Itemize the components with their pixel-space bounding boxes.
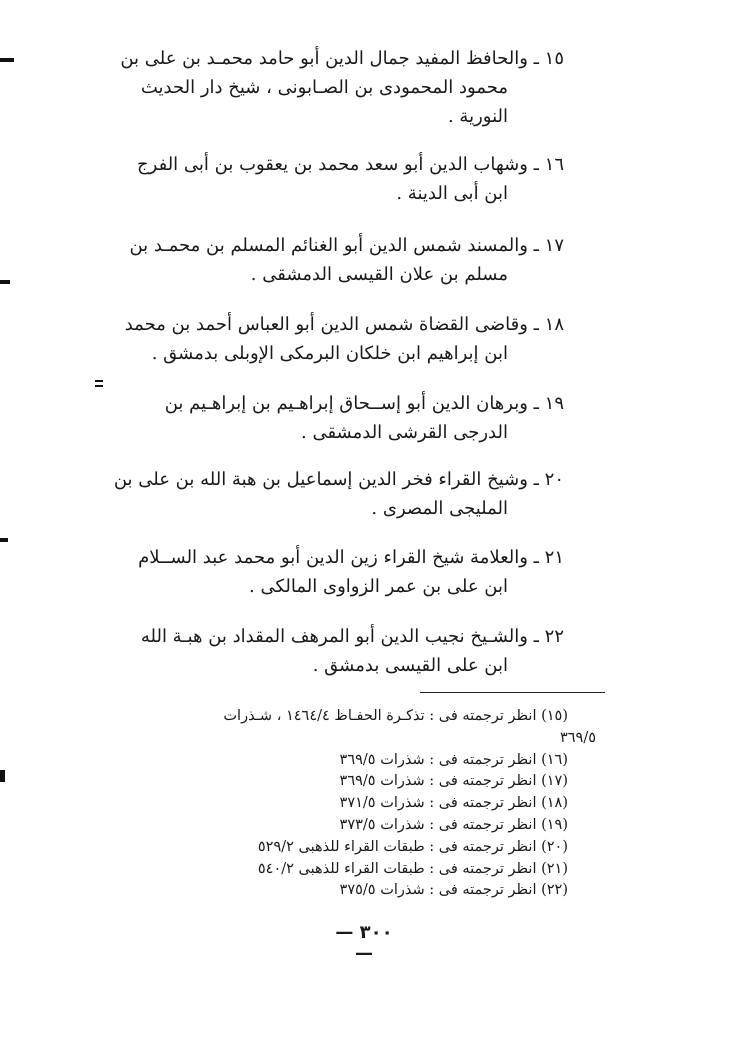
entry-line: ٢٢ ـ والشـيخ نجيب الدين أبو المرهف المقداد بن هبـة الله: [140, 626, 564, 647]
entry-15: [84, 44, 564, 131]
entry-line: محمود المحمودى بن الصـابونى ، شيخ دار الحديث: [140, 77, 508, 98]
entry-line: ١٥ ـ والحافظ المفيد جمال الدين أبو حامد محمـد بن على بن: [120, 48, 564, 69]
footnote-line: (١٨) انظر ترجمته فى : شذرات ٣٧١/٥: [339, 795, 568, 812]
footnote-line: (٢١) انظر ترجمته فى : طبقات القراء للذهبى ٥٤٠/٢: [257, 860, 568, 877]
entry-line: ابن على القيسى بدمشق .: [312, 655, 508, 676]
footnote-rule: [420, 692, 605, 693]
entry-line: مسلم بن علان القيسى الدمشقى .: [250, 264, 508, 285]
entry-line: ١٩ ـ وبرهان الدين أبو إســحاق إبراهـيم بن إبراهـيم بن: [164, 393, 564, 414]
footnote-line: (١٥) انظر ترجمته فى : تذكـرة الحفـاظ ١٤٦٤/٤ ، شـذرات: [223, 708, 568, 724]
entry-21: [84, 543, 564, 601]
entry-line: ٢١ ـ والعلامة شيخ القراء زين الدين أبو محمد عبد الســلام: [138, 547, 564, 568]
footnote-line: (١٩) انظر ترجمته فى : شذرات ٣٧٣/٥: [339, 816, 568, 833]
footnote-line: ٣٦٩/٥: [559, 729, 596, 746]
scan-mark: [0, 58, 14, 62]
entry-line: ابن على بن عمر الزواوى المالكى .: [249, 576, 508, 597]
scan-mark: [95, 385, 103, 387]
footnote-line: (١٧) انظر ترجمته فى : شذرات ٣٦٩/٥: [339, 773, 568, 790]
entry-17: [84, 231, 564, 289]
footnote-line: (١٦) انظر ترجمته فى : شذرات ٣٦٩/٥: [339, 751, 568, 768]
footnote-line: (٢٢) انظر ترجمته فى : شذرات ٣٧٥/٥: [339, 882, 568, 899]
entry-line: ٢٠ ـ وشيخ القراء فخر الدين إسماعيل بن هبة الله بن على بن: [113, 469, 564, 490]
scan-mark: [0, 280, 10, 284]
entry-line: ١٨ ـ وقاضى القضاة شمس الدين أبو العباس أحمد بن محمد: [124, 314, 564, 335]
entry-line: المليجى المصرى .: [371, 498, 508, 519]
entry-line: ابن أبى الدينة .: [396, 183, 508, 204]
scan-mark: [0, 538, 8, 542]
entry-22: [84, 622, 564, 680]
entry-line: الدرجى القرشى الدمشقى .: [301, 422, 508, 443]
entry-line: ١٦ ـ وشهاب الدين أبو سعد محمد بن يعقوب بن أبى الفرج: [137, 154, 564, 175]
entry-18: [84, 310, 564, 368]
page-number: — ٣٠٠ —: [335, 922, 393, 964]
footnotes: [108, 706, 596, 902]
entry-19: [84, 389, 564, 447]
entry-line: ١٧ ـ والمسند شمس الدين أبو الغنائم المسلم بن محمـد بن: [129, 235, 564, 256]
entry-line: النورية .: [447, 106, 508, 127]
scan-mark: [0, 770, 5, 782]
entry-16: [84, 150, 564, 208]
entry-line: ابن إبراهيم ابن خلكان البرمكى الإوبلى بدمشق .: [151, 343, 508, 364]
scan-mark: [95, 380, 103, 382]
footnote-line: (٢٠) انظر ترجمته فى : طبقات القراء للذهبى ٥٢٩/٢: [257, 838, 568, 855]
entry-20: [84, 465, 564, 523]
